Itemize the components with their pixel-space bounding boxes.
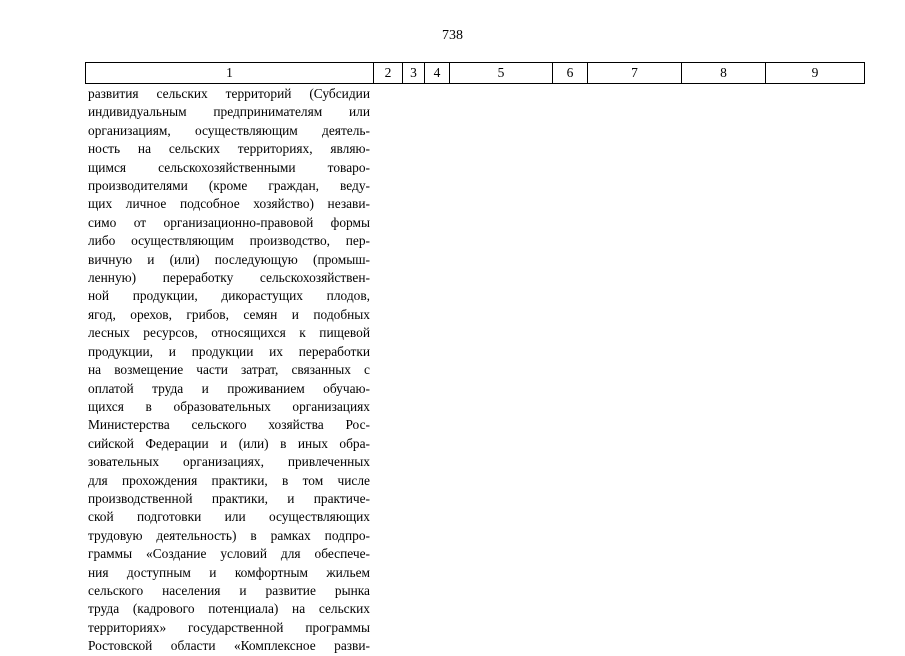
text-line: ной продукции, дикорастущих плодов, <box>88 288 370 304</box>
text-line: оплатой труда и проживанием обучаю- <box>88 380 370 396</box>
text-line: сийской Федерации и (или) в иных обра- <box>88 435 370 451</box>
text-line: развития сельских территорий (Субсидии <box>88 86 370 101</box>
text-line: производителями (кроме граждан, веду- <box>88 178 370 194</box>
column-header-3: 3 <box>403 63 425 84</box>
column-header-9: 9 <box>766 63 865 84</box>
text-line: сельского населения и развитие рынка <box>88 582 370 598</box>
text-line: щих личное подсобное хозяйство) незави- <box>88 196 370 212</box>
text-line: лесных ресурсов, относящихся к пищевой <box>88 325 370 341</box>
text-line: территориях» государственной программы <box>88 619 370 635</box>
column-header-8: 8 <box>682 63 766 84</box>
text-line: труда (кадрового потенциала) на сельских <box>88 601 370 617</box>
column-header-5: 5 <box>450 63 553 84</box>
text-line: щимся сельскохозяйственными товаро- <box>88 159 370 175</box>
text-line: Министерства сельского хозяйства Рос- <box>88 417 370 433</box>
text-line: ленную) переработку сельскохозяйствен- <box>88 270 370 286</box>
text-line: ния доступным и комфортным жильем <box>88 564 370 580</box>
text-line: на возмещение части затрат, связанных с <box>88 362 370 378</box>
text-line: граммы «Создание условий для обеспече- <box>88 546 370 562</box>
text-line: организациям, осуществляющим деятель- <box>88 122 370 138</box>
text-line: продукции, и продукции их переработки <box>88 343 370 359</box>
column-header-6: 6 <box>553 63 588 84</box>
column-1-text-block <box>88 85 370 656</box>
header-row <box>86 63 865 84</box>
column-header-1: 1 <box>86 63 374 84</box>
text-line: трудовую деятельность) в рамках подпро- <box>88 527 370 543</box>
text-line: щихся в образовательных организациях <box>88 398 370 414</box>
text-line: зовательных организациях, привлеченных <box>88 454 370 470</box>
text-line: Ростовской области «Комплексное разви- <box>88 638 370 654</box>
column-number-header-table <box>85 62 865 84</box>
text-line: вичную и (или) последующую (промыш- <box>88 251 370 267</box>
text-line: ность на сельских территориях, являю- <box>88 141 370 157</box>
column-header-2: 2 <box>374 63 403 84</box>
text-line: ягод, орехов, грибов, семян и подобных <box>88 306 370 322</box>
text-line: симо от организационно-правовой формы <box>88 214 370 230</box>
text-line: индивидуальным предпринимателям или <box>88 104 370 120</box>
column-header-7: 7 <box>588 63 682 84</box>
page-number: 738 <box>442 28 463 43</box>
text-line: производственной практики, и практиче- <box>88 490 370 506</box>
text-line: ской подготовки или осуществляющих <box>88 509 370 525</box>
text-line: либо осуществляющим производство, пер- <box>88 233 370 249</box>
column-header-4: 4 <box>425 63 450 84</box>
text-line: для прохождения практики, в том числе <box>88 472 370 488</box>
